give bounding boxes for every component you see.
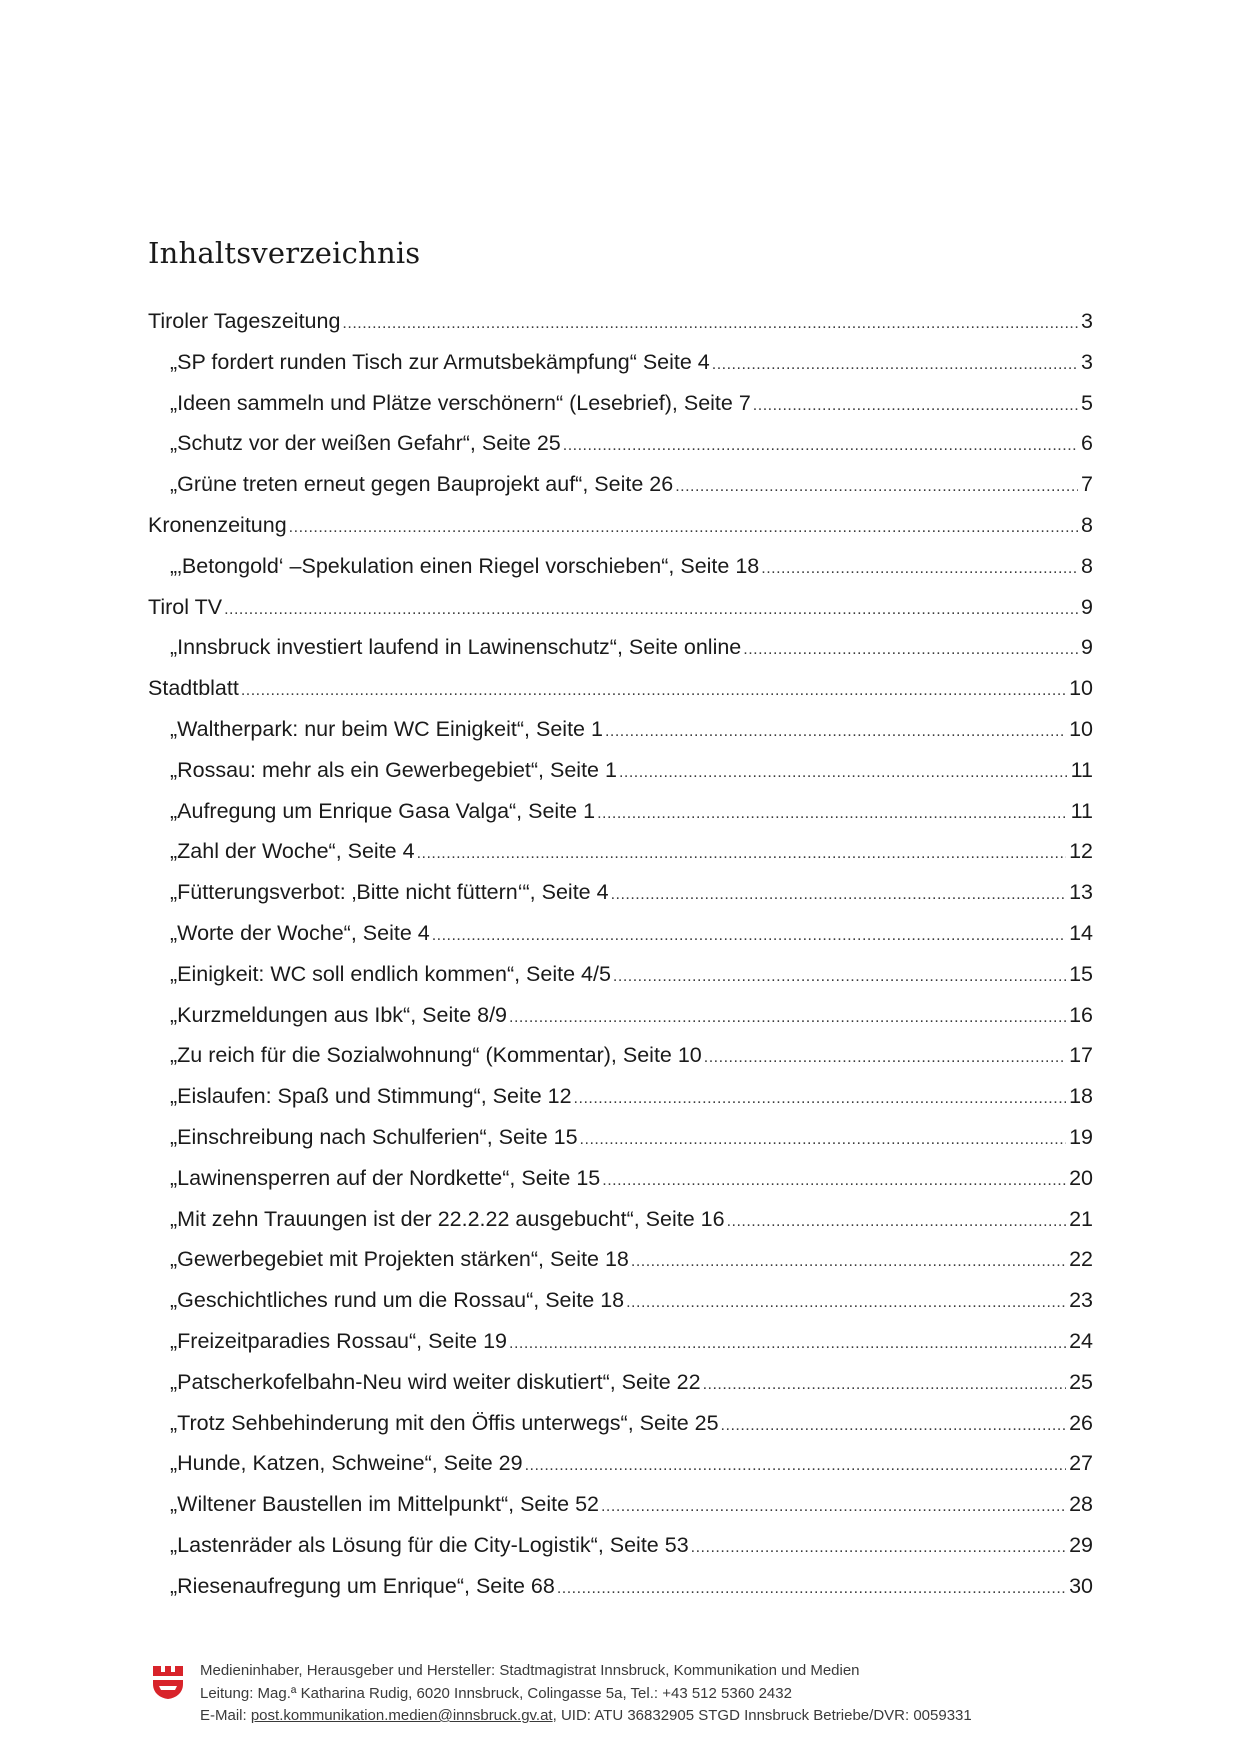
toc-entry-text: „Patscherkofelbahn-Neu wird weiter diskutiert“, Seite 22 xyxy=(170,1369,701,1394)
toc-entry-text: „Riesenaufregung um Enrique“, Seite 68 xyxy=(170,1573,555,1598)
toc-article-entry[interactable] xyxy=(148,1076,1093,1117)
toc-article-entry[interactable] xyxy=(148,1117,1093,1158)
toc-dot-leader xyxy=(626,1283,1066,1324)
toc-page-number: 6 xyxy=(1081,431,1093,456)
toc-entry-text: „Trotz Sehbehinderung mit den Öffis unterwegs“, Seite 25 xyxy=(170,1410,719,1435)
toc-entry-text: „Gewerbegebiet mit Projekten stärken“, Seite 18 xyxy=(170,1247,629,1272)
toc-article-entry[interactable] xyxy=(148,1525,1093,1566)
toc-dot-leader xyxy=(611,875,1067,916)
toc-entry-text: Kronenzeitung xyxy=(148,512,287,537)
toc-dot-leader xyxy=(605,712,1066,753)
toc-page-number: 27 xyxy=(1069,1451,1093,1476)
toc-article-entry[interactable] xyxy=(148,954,1093,995)
toc-page-number: 10 xyxy=(1069,676,1093,701)
toc-dot-leader xyxy=(509,998,1066,1039)
footer xyxy=(148,1660,1098,1730)
toc-article-entry[interactable] xyxy=(148,1443,1093,1484)
toc-page-number: 8 xyxy=(1081,553,1093,578)
toc-section-entry[interactable] xyxy=(148,587,1093,628)
toc-dot-leader xyxy=(557,1569,1066,1610)
footer-publisher-line: Medieninhaber, Herausgeber und Hersteller: Stadtmagistrat Innsbruck, Kommunikation und Medien xyxy=(200,1662,860,1679)
toc-section-entry[interactable] xyxy=(148,505,1093,546)
innsbruck-coat-of-arms-icon xyxy=(152,1664,184,1700)
toc-page-number: 26 xyxy=(1069,1410,1093,1435)
toc-page-number: 12 xyxy=(1069,839,1093,864)
toc-article-entry[interactable] xyxy=(148,1158,1093,1199)
toc-article-entry[interactable] xyxy=(148,872,1093,913)
toc-dot-leader xyxy=(509,1324,1066,1365)
toc-page-number: 28 xyxy=(1069,1492,1093,1517)
toc-dot-leader xyxy=(224,590,1078,631)
email-label: E-Mail: xyxy=(200,1707,251,1724)
toc-entry-text: Tiroler Tageszeitung xyxy=(148,309,341,333)
toc-article-entry[interactable] xyxy=(148,627,1093,668)
toc-dot-leader xyxy=(743,630,1078,671)
toc-page-number: 17 xyxy=(1069,1043,1093,1068)
toc-article-entry[interactable] xyxy=(148,1239,1093,1280)
toc-dot-leader xyxy=(601,1487,1066,1528)
toc-dot-leader xyxy=(602,1161,1066,1202)
toc-page-number: 3 xyxy=(1081,349,1093,374)
toc-entry-text: „Mit zehn Trauungen ist der 22.2.22 ausgebucht“, Seite 16 xyxy=(170,1206,725,1231)
toc-article-entry[interactable] xyxy=(148,791,1093,832)
toc-entry-text: Tirol TV xyxy=(148,594,223,619)
toc-entry-text: „Lastenräder als Lösung für die City-Logistik“, Seite 53 xyxy=(170,1532,689,1557)
toc-page-number: 3 xyxy=(1081,309,1093,333)
toc-article-entry[interactable] xyxy=(148,1484,1093,1525)
toc-entry-text: „Zu reich für die Sozialwohnung“ (Kommentar), Seite 10 xyxy=(170,1043,702,1068)
toc-dot-leader xyxy=(691,1528,1066,1569)
table-of-contents xyxy=(148,301,1093,1607)
toc-page-number: 7 xyxy=(1081,472,1093,497)
toc-dot-leader xyxy=(580,1120,1067,1161)
footer-email-link[interactable]: post.kommunikation.medien@innsbruck.gv.at xyxy=(250,1707,553,1724)
toc-article-entry[interactable] xyxy=(148,1403,1093,1444)
toc-dot-leader xyxy=(712,345,1078,386)
toc-article-entry[interactable] xyxy=(148,1566,1093,1607)
toc-section-entry[interactable] xyxy=(148,668,1093,709)
toc-article-entry[interactable] xyxy=(148,1199,1093,1240)
toc-article-entry[interactable] xyxy=(148,1280,1093,1321)
toc-article-entry[interactable] xyxy=(148,383,1093,424)
toc-article-entry[interactable] xyxy=(148,831,1093,872)
toc-dot-leader xyxy=(289,508,1078,549)
toc-entry-text: „‚Betongold‘ –Spekulation einen Riegel vorschieben“, Seite 18 xyxy=(170,553,760,578)
toc-dot-leader xyxy=(613,957,1066,998)
toc-entry-text: „SP fordert runden Tisch zur Armutsbekämpfung“ Seite 4 xyxy=(170,349,710,374)
toc-dot-leader xyxy=(721,1406,1067,1447)
toc-page-number: 23 xyxy=(1069,1288,1093,1313)
toc-page-number: 11 xyxy=(1070,757,1093,782)
toc-dot-leader xyxy=(574,1079,1067,1120)
toc-page-number: 29 xyxy=(1069,1532,1093,1557)
toc-dot-leader xyxy=(753,386,1078,427)
toc-dot-leader xyxy=(727,1202,1067,1243)
toc-page-number: 9 xyxy=(1081,594,1093,619)
toc-page-number: 21 xyxy=(1069,1206,1093,1231)
toc-entry-text: „Freizeitparadies Rossau“, Seite 19 xyxy=(170,1328,507,1353)
toc-entry-text: „Worte der Woche“, Seite 4 xyxy=(170,920,430,945)
toc-article-entry[interactable] xyxy=(148,464,1093,505)
toc-page-number: 20 xyxy=(1069,1165,1093,1190)
footer-contact-line xyxy=(200,1705,972,1728)
toc-entry-text: „Geschichtliches rund um die Rossau“, Seite 18 xyxy=(170,1288,625,1313)
toc-entry-text: Stadtblatt xyxy=(148,676,239,701)
footer-address-line: Leitung: Mag.ª Katharina Rudig, 6020 Innsbruck, Colingasse 5a, Tel.: +43 512 5360 2432 xyxy=(200,1684,792,1702)
toc-entry-text: „Innsbruck investiert laufend in Lawinenschutz“, Seite online xyxy=(170,635,742,660)
toc-article-entry[interactable] xyxy=(148,1362,1093,1403)
toc-entry-text: „Hunde, Katzen, Schweine“, Seite 29 xyxy=(170,1451,523,1476)
toc-page-number: 25 xyxy=(1069,1369,1093,1394)
toc-page-number: 9 xyxy=(1081,635,1093,660)
toc-article-entry[interactable] xyxy=(148,995,1093,1036)
toc-entry-text: „Aufregung um Enrique Gasa Valga“, Seite 1 xyxy=(170,798,596,823)
toc-dot-leader xyxy=(761,549,1078,590)
footer-imprint xyxy=(200,1660,972,1728)
toc-entry-text: „Lawinensperren auf der Nordkette“, Seite 15 xyxy=(170,1165,601,1190)
toc-page-number: 30 xyxy=(1069,1573,1093,1598)
toc-dot-leader xyxy=(597,794,1068,835)
toc-entry-text: „Wiltener Baustellen im Mittelpunkt“, Seite 52 xyxy=(170,1492,599,1517)
toc-entry-text: „Kurzmeldungen aus Ibk“, Seite 8/9 xyxy=(170,1002,508,1027)
toc-entry-text: „Fütterungsverbot: ‚Bitte nicht füttern‘“, Seite 4 xyxy=(170,880,609,905)
toc-article-entry[interactable] xyxy=(148,546,1093,587)
toc-article-entry[interactable] xyxy=(148,750,1093,791)
toc-page-number: 22 xyxy=(1069,1247,1093,1272)
toc-entry-text: „Zahl der Woche“, Seite 4 xyxy=(170,839,415,864)
toc-page-number: 18 xyxy=(1069,1084,1093,1109)
toc-entry-text: „Einschreibung nach Schulferien“, Seite 15 xyxy=(170,1124,578,1149)
toc-page-number: 16 xyxy=(1069,1002,1093,1027)
toc-entry-text: „Rossau: mehr als ein Gewerbegebiet“, Seite 1 xyxy=(170,757,617,782)
toc-dot-leader xyxy=(241,671,1066,712)
toc-dot-leader xyxy=(704,1038,1066,1079)
toc-entry-text: „Ideen sammeln und Plätze verschönern“ (Lesebrief), Seite 7 xyxy=(170,390,751,415)
toc-page-number: 5 xyxy=(1081,390,1093,415)
toc-page-number: 14 xyxy=(1069,920,1093,945)
toc-article-entry[interactable] xyxy=(148,913,1093,954)
toc-dot-leader xyxy=(525,1446,1067,1487)
toc-dot-leader xyxy=(619,753,1068,794)
toc-dot-leader xyxy=(342,304,1078,345)
toc-dot-leader xyxy=(417,834,1067,875)
footer-uid-text: , UID: ATU 36832905 STGD Innsbruck Betriebe/DVR: 0059331 xyxy=(552,1707,972,1724)
toc-page-number: 11 xyxy=(1070,798,1093,823)
toc-page-number: 19 xyxy=(1069,1124,1093,1149)
toc-entry-text: „Einigkeit: WC soll endlich kommen“, Seite 4/5 xyxy=(170,961,611,986)
toc-dot-leader xyxy=(631,1242,1066,1283)
toc-entry-text: „Eislaufen: Spaß und Stimmung“, Seite 12 xyxy=(170,1084,572,1109)
toc-page-number: 8 xyxy=(1081,512,1093,537)
toc-article-entry[interactable] xyxy=(148,1321,1093,1362)
toc-entry-text: „Waltherpark: nur beim WC Einigkeit“, Seite 1 xyxy=(170,716,603,741)
toc-article-entry[interactable] xyxy=(148,1035,1093,1076)
toc-article-entry[interactable] xyxy=(148,709,1093,750)
toc-entry-text: „Schutz vor der weißen Gefahr“, Seite 25 xyxy=(170,431,561,456)
toc-article-entry[interactable] xyxy=(148,342,1093,383)
toc-dot-leader xyxy=(703,1365,1067,1406)
toc-dot-leader xyxy=(432,916,1066,957)
toc-page-number: 24 xyxy=(1069,1328,1093,1353)
toc-dot-leader xyxy=(675,467,1078,508)
toc-dot-leader xyxy=(563,426,1078,467)
toc-page-number: 13 xyxy=(1069,880,1093,905)
toc-page-number: 15 xyxy=(1069,961,1093,986)
toc-article-entry[interactable] xyxy=(148,423,1093,464)
toc-entry-text: „Grüne treten erneut gegen Bauprojekt auf“, Seite 26 xyxy=(170,472,674,497)
page-title: Inhaltsverzeichnis xyxy=(148,236,421,270)
toc-section-entry[interactable] xyxy=(148,301,1093,342)
toc-page-number: 10 xyxy=(1069,716,1093,741)
